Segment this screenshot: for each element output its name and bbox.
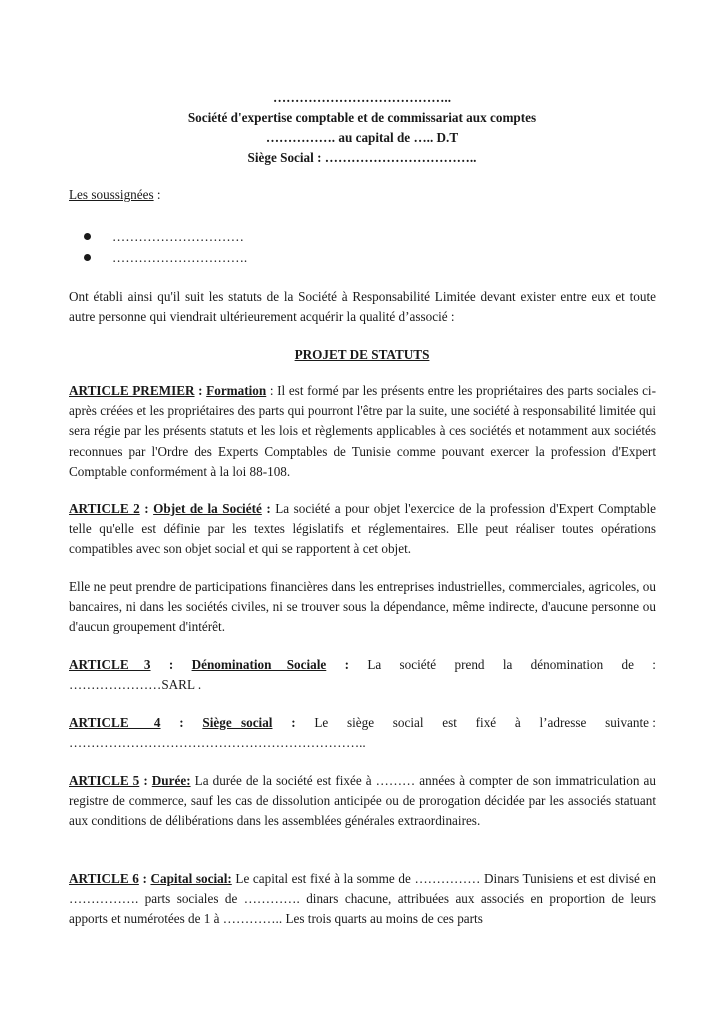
article-3 <box>69 655 656 695</box>
article-4-line-2: ………………………………………………………….. <box>69 735 366 751</box>
article-3-separator: : <box>168 657 174 672</box>
article-4-word: fixé <box>475 715 497 730</box>
article-3-word: : <box>652 657 656 672</box>
article-1-text: : Il est formé par les présents entre les propriétaires des parts sociales ci-après créées et les propriétaires des parts qui pourront l'être par la suite, une société à responsabilité limitée qui sera régie par les présents statuts et les lois et règlements applicables à ces sociétés et notamment aux sociétés reconnues par l'Ordre des Experts Comptables de Tunisie comme pouvant exercer la profession d'Expert Comptable conformément à la loi 88-108. <box>69 383 656 479</box>
bullet-icon <box>84 233 91 240</box>
article-1-heading: Formation <box>206 383 267 398</box>
article-2-label: ARTICLE 2 <box>69 501 140 516</box>
article-2 <box>69 499 656 560</box>
article-4-word: à <box>514 715 521 730</box>
article-6 <box>69 869 656 930</box>
article-6-text: Le capital est fixé à la somme de …………… Dinars Tunisiens et est divisé en ……………. parts sociales de …………. dinars chacune, attribuées aux associés en proportion de leurs apports et numérotées de 1 à ………….. Les trois quarts au moins de ces parts <box>69 871 656 927</box>
article-3-line-2: …………………SARL . <box>69 677 202 693</box>
article-4-word: siège <box>346 715 375 730</box>
signatory-placeholder: …………………………. <box>112 250 248 265</box>
article-4-word: est <box>442 715 457 730</box>
article-2-colon: : <box>261 501 276 516</box>
article-4-colon: : <box>291 715 296 730</box>
article-3-word: société <box>399 657 437 672</box>
article-6-separator: : <box>138 871 151 886</box>
soussignees-label: Les soussignées <box>69 187 154 202</box>
article-4-word: suivante : <box>605 715 656 730</box>
article-3-label: ARTICLE 3 <box>69 657 151 672</box>
article-3-line-1 <box>69 655 656 675</box>
capital-line: ……………. au capital de ….. D.T <box>265 130 459 145</box>
article-5-text: La durée de la société est fixée à ……… années à compter de son immatriculation au registre de commerce, sauf les cas de dissolution anticipée ou de prorogation décidée par les associés statuant aux conditions de délibérations dans les assemblées générales extraordinaires. <box>69 773 656 829</box>
article-3-heading: Dénomination Sociale <box>191 657 327 672</box>
signatory-placeholder: ………………………… <box>112 229 244 244</box>
article-1-label: ARTICLE PREMIER <box>69 383 195 398</box>
article-6-label: ARTICLE 6 <box>69 871 139 886</box>
article-2-text: La société a pour objet l'exercice de la profession d'Expert Comptable telle qu'elle est définie par les textes législatifs et réglementaires. Elle peut réaliser toutes opérations compatibles avec son objet social et qui se rapportent à cet objet. <box>69 501 656 557</box>
article-4-word: l’adresse <box>539 715 587 730</box>
document-header <box>0 88 724 168</box>
article-2-heading: Objet de la Société <box>153 501 262 516</box>
article-3-word: la <box>502 657 513 672</box>
document-title: PROJET DE STATUTS <box>294 347 430 362</box>
article-4-line-1 <box>69 713 656 733</box>
intro-paragraph: Ont établi ainsi qu'il suit les statuts de la Société à Responsabilité Limitée devant exister entre eux et toute autre personne qui viendrait ultérieurement acquérir la qualité d’associé : <box>69 289 656 325</box>
article-3-colon: : <box>344 657 349 672</box>
soussignees-colon: : <box>153 187 161 202</box>
article-4-label: ARTICLE 4 <box>69 715 161 730</box>
article-4-word: social <box>392 715 424 730</box>
article-5 <box>69 771 656 832</box>
article-5-heading: Durée: <box>151 773 191 788</box>
article-1 <box>69 381 656 482</box>
article-3-word: La <box>367 657 382 672</box>
article-4-separator: : <box>179 715 184 730</box>
article-4-word: Le <box>314 715 329 730</box>
company-type: Société d'expertise comptable et de commissariat aux comptes <box>187 110 537 125</box>
article-3-word: prend <box>454 657 485 672</box>
article-2-paragraph-2: Elle ne peut prendre de participations financières dans les entreprises industrielles, commerciales, agricoles, ou bancaires, ni dans les sociétés civiles, ni se trouver sous la dépendance, même indirecte, d'aucune personne ou d'aucun groupement d'intérêt. <box>69 579 656 635</box>
company-name-placeholder: ………………………………….. <box>272 90 452 105</box>
bullet-icon <box>84 254 91 261</box>
soussignees-heading <box>69 185 656 205</box>
article-2-separator: : <box>139 501 154 516</box>
article-4-heading: Siège social <box>202 715 273 730</box>
article-3-word: dénomination <box>530 657 604 672</box>
article-5-label: ARTICLE 5 <box>69 773 140 788</box>
article-6-heading: Capital social: <box>150 871 232 886</box>
article-5-separator: : <box>139 773 152 788</box>
article-3-word: de <box>621 657 634 672</box>
registered-office-line: Siège Social : …………………………….. <box>247 150 477 165</box>
article-4 <box>69 713 656 753</box>
article-1-separator: : <box>194 383 207 398</box>
